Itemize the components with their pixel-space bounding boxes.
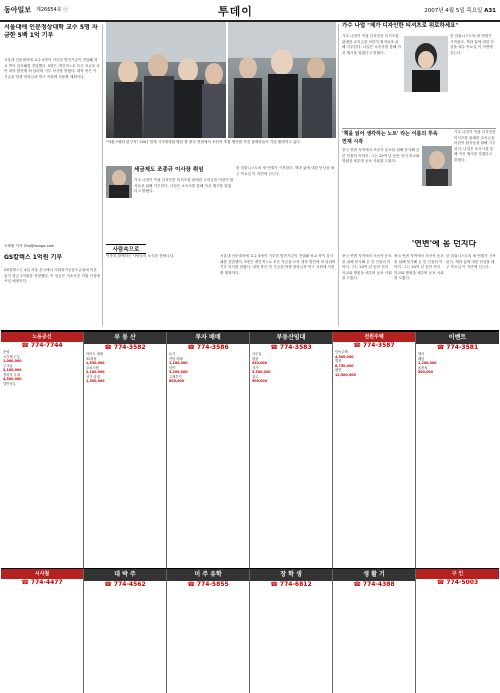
portrait-photo xyxy=(106,166,132,198)
article-body: 서울대 인문대학에 교수 5명이 기부한 발전기금이 전달돼 학교 측이 감사패를 전달했다. 5명은 개인적으로 모은 자금을 모아 대학 발전에 써 달라며 기부 의사를 밝혔다. 대학 측은 이 기금을 학생 장학금과 연구 지원에 사용할 계획이다. xyxy=(4,58,100,79)
ad-phone: ☎ 774-6812 xyxy=(270,581,312,588)
ad-bottom-row xyxy=(1,568,499,693)
photo-caption: "차원스펠터 한구석" 2007 현재 시가대학원 방문 중 중국 연변에서 조선족 후원 행사를 가진 관계자들이 기념 촬영하고 있다. xyxy=(106,140,302,144)
column-divider xyxy=(338,24,339,326)
article-body: 중국 연변 지역에서 조선족 동포를 위해 봉사해 온 한 인물의 이야기. 그는 20여 년 동안 현지 학교와 병원을 세우며 동포 사회를 도왔다. xyxy=(394,254,444,281)
ad-phone: ☎ 774-3581 xyxy=(436,344,479,351)
ad-phone: ☎ 774-4562 xyxy=(104,581,146,588)
ad-column xyxy=(250,569,333,693)
ad-column-title: 대 박 주 xyxy=(84,569,166,581)
ad-phone: ☎ 774-3587 xyxy=(353,342,395,349)
ad-column-title: 시사철 xyxy=(1,569,83,579)
date-page: 2007년 4월 5일 목요일 A31 xyxy=(424,8,496,14)
section-title: 투데이 xyxy=(218,5,253,18)
article-body: GS칼텍스는 4일 서울 본사에서 사회복지공동모금회에 이웃돕기 성금 1억원을 전달했다. 이 성금은 저소득층 지원 사업에 쓰일 예정이다. xyxy=(4,268,100,284)
ad-phone: ☎ 774-3582 xyxy=(104,344,146,351)
ad-phone: ☎ 774-3583 xyxy=(270,344,312,351)
article-body: 한 칼럼니스트의 새 연재가 시작된다. 책과 삶에 대한 단상을 매주 목요일 이 지면에 싣는다. xyxy=(236,166,335,176)
ad-column-title: 장 학 생 xyxy=(250,569,332,581)
ad-phone: ☎ 774-4477 xyxy=(21,579,63,586)
article-title: GS칼텍스 1억원 기부 xyxy=(4,254,63,261)
edition-number: 제26654호 ⓒ xyxy=(36,7,69,13)
ad-column xyxy=(333,569,416,693)
ad-column-title: 부동산임대 xyxy=(250,332,332,344)
ad-column xyxy=(84,569,167,693)
article-body: 가수 나얼이 직접 디자인한 티셔츠를 판매한 수익금을 어린이 환자들을 위해 기부한다. 나얼은 소속사를 통해 자선 행사를 열겠다고 밝혔다. xyxy=(342,34,401,55)
article-body: 중국 연변 지역에서 조선족 동포를 위해 봉사해 온 한 인물의 이야기. 그는 20여 년 동안 현지 학교와 병원을 세우며 동포 사회를 도왔다. xyxy=(342,254,392,281)
ad-column xyxy=(1,569,84,693)
article-body: 가수 나얼이 직접 디자인한 티셔츠를 판매한 수익금을 어린이 환자들을 위해 기부한다. 나얼은 소속사를 통해 자선 행사를 열겠다고 밝혔다. xyxy=(454,130,496,162)
ad-column-title: 투자 매매 xyxy=(167,332,249,344)
ad-phone: ☎ 774-7744 xyxy=(21,342,63,349)
ad-column-title: 구 인 xyxy=(416,569,499,579)
article-title: '책을 읽어 생각하는 노트' 라는 이름의 후속 연재 시작 xyxy=(342,131,438,145)
main-photo xyxy=(106,22,226,138)
article-body: 중국 연변 지역에서 조선족 동포를 위해 봉사해 온 한 인물의 이야기. 그는 20여 년 동안 현지 학교와 병원을 세우며 동포 사회를 도왔다. xyxy=(342,148,420,164)
section-label: 사람속으로 xyxy=(106,244,146,254)
ad-phone: ☎ 774-3586 xyxy=(187,344,229,351)
ad-listing: 단독주택 4,300,000 별장 8,750,000 펜션 12,500,000 xyxy=(335,350,356,377)
ad-listing: 운영 시간제 근무 1,000,000 주 5일 2,100,000 경력자 우대 4,300,000 일반사무 xyxy=(3,350,22,386)
ad-listing: 아파트 매매 32평형 1,530,000 오피스텔 2,100,000 상가 임대 1,500,000 xyxy=(86,352,105,383)
newspaper-name: 동아일보 xyxy=(4,5,32,14)
crowd-photo xyxy=(228,22,336,138)
article-body: 한 칼럼니스트의 새 연재가 시작된다. 책과 삶에 대한 단상을 매주 목요일 이 지면에 싣는다. xyxy=(450,34,494,55)
ad-column-title: 미 주 유학 xyxy=(167,569,249,581)
ad-phone: ☎ 774-5855 xyxy=(187,581,229,588)
article-body: 한 칼럼니스트의 새 연재가 시작된다. 책과 삶에 대한 단상을 매주 목요일 이 지면에 싣는다. xyxy=(446,254,496,270)
article-body: 이웃과 함께하는 사람들의 소식을 전합니다. xyxy=(106,254,175,258)
ad-column xyxy=(416,569,499,693)
ad-column xyxy=(167,569,250,693)
byline: 오태환 기자 Ohz@donga.com xyxy=(4,244,55,248)
ad-column-title: 전원주택 xyxy=(333,332,415,342)
ad-listing: 행사 웨딩 1,200,000 돌잔치 500,000 xyxy=(418,352,437,374)
page-header xyxy=(0,0,500,22)
ad-listing: 토지 전답 매매 1,180,000 임야 3,200,000 주택부지 800,000 xyxy=(169,352,188,383)
singer-photo xyxy=(404,36,448,92)
column-divider xyxy=(102,24,103,326)
columnist-photo xyxy=(422,146,452,186)
feature-headline: '연변'에 몸 던지다 xyxy=(411,240,477,248)
ad-listing: 사무실 원룸 450,000 상가 2,500,000 창고 900,000 xyxy=(252,352,271,383)
ad-phone: ☎ 774-4388 xyxy=(353,581,395,588)
article-title: 가수 나얼 "제가 디자인한 티셔츠로 위로하세요" xyxy=(342,23,459,29)
ad-column-title: 생 활 기 xyxy=(333,569,415,581)
ad-column-title: 이벤트 xyxy=(416,332,499,344)
article-title: 세금제도 조종규 이사장 취임 xyxy=(134,167,204,173)
article-title: 서울대에 인문정상대학 교수 5명 자금한 5백 1억 기부 xyxy=(4,24,98,39)
ad-phone: ☎ 774-5003 xyxy=(436,579,479,586)
ad-column-title: 부 동 산 xyxy=(84,332,166,344)
article-body: 서울대 인문대학에 교수 5명이 기부한 발전기금이 전달돼 학교 측이 감사패를 전달했다. 5명은 개인적으로 모은 자금을 모아 대학 발전에 써 달라며 기부 의사를 밝혔다. 대학 측은 이 기금을 학생 장학금과 연구 지원에 사용할 계획이다. xyxy=(220,254,336,275)
classified-ads-section xyxy=(1,330,499,692)
ad-column-title: 노동공신 xyxy=(1,332,83,342)
article-body: 가수 나얼이 직접 디자인한 티셔츠를 판매한 수익금을 어린이 환자들을 위해 기부한다. 나얼은 소속사를 통해 자선 행사를 열겠다고 밝혔다. xyxy=(134,178,234,194)
divider xyxy=(342,128,496,129)
